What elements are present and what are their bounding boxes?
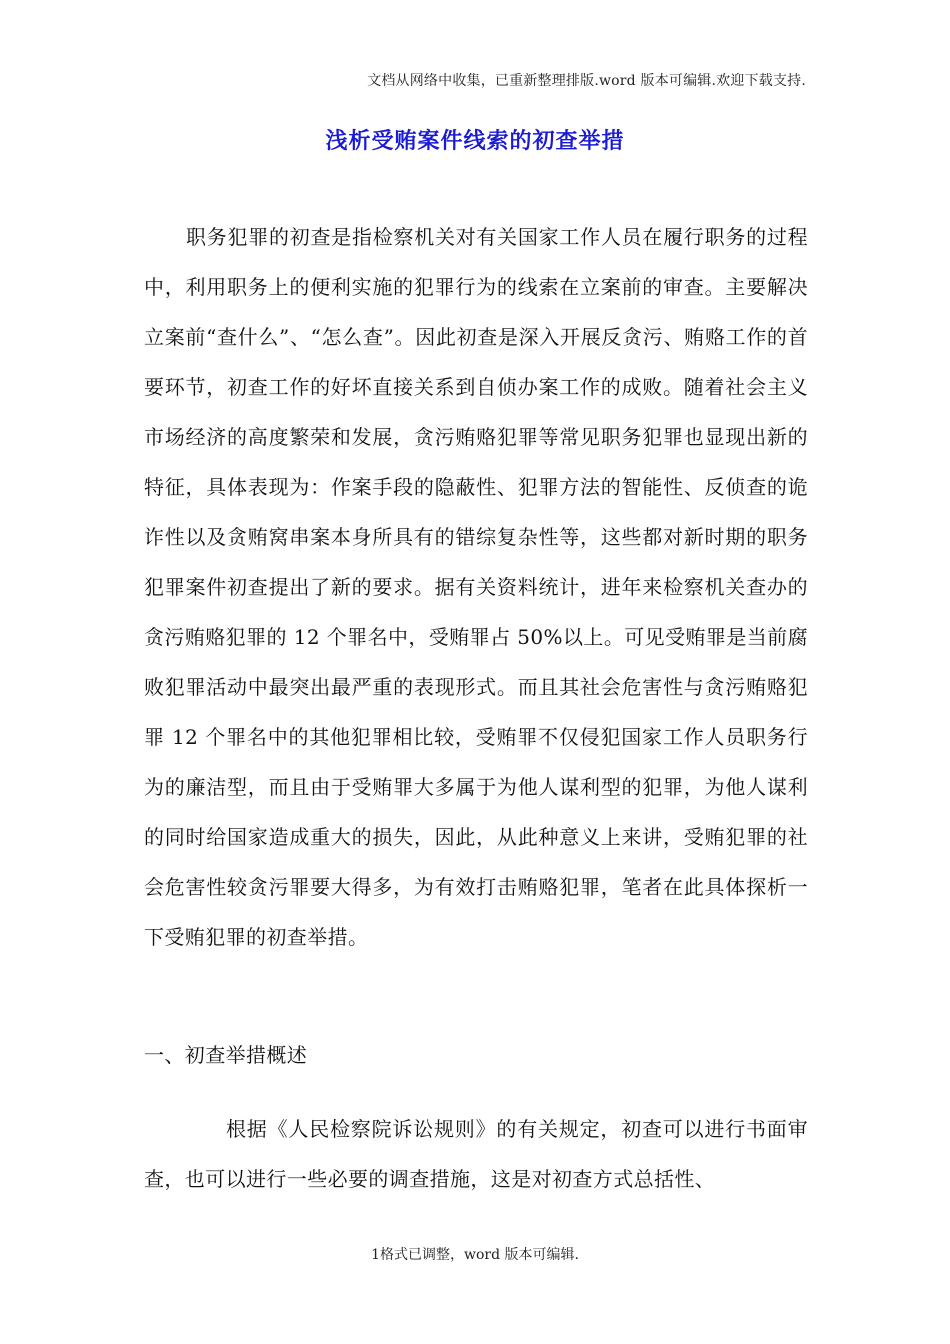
header-note: 文档从网络中收集，已重新整理排版.word 版本可编辑.欢迎下载支持.	[367, 73, 806, 89]
section-heading-1: 一、初查举措概述	[144, 1043, 308, 1067]
document-title: 浅析受贿案件线索的初查举措	[325, 129, 625, 154]
footer-note: 1格式已调整，word 版本可编辑.	[371, 1247, 579, 1263]
body-paragraph-2: 根据《人民检察院诉讼规则》的有关规定，初查可以进行书面审查，也可以进行一些必要的调查措施，这是对初查方式总括性、	[144, 1117, 808, 1191]
body-paragraph-1: 职务犯罪的初查是指检察机关对有关国家工作人员在履行职务的过程中，利用职务上的便利实施的犯罪行为的线索在立案前的审查。主要解决立案前“查什么”、“怎么查”。因此初查是深入开展反贪污、贿赂工作的首要环节，初查工作的好坏直接关系到自侦办案工作的成败。随着社会主义市场经济的高度繁荣和发展，贪污贿赂犯罪等常见职务犯罪也显现出新的特征，具体表现为：作案手段的隐蔽性、犯罪方法的智能性、反侦查的诡诈性以及贪贿窝串案本身所具有的错综复杂性等，这些都对新时期的职务犯罪案件初查提出了新的要求。据有关资料统计，进年来检察机关查办的贪污贿赂犯罪的 12 个罪名中，受贿罪占 50%以上。可见受贿罪是当前腐败犯罪活动中最突出最严重的表现形式。而且其社会危害性与贪污贿赂犯罪 12 个罪名中的其他犯罪相比较，受贿罪不仅侵犯国家工作人员职务行为的廉洁型，而且由于受贿罪大多属于为他人谋利型的犯罪，为他人谋利的同时给国家造成重大的损失，因此，从此种意义上来讲，受贿犯罪的社会危害性较贪污罪要大得多，为有效打击贿赂犯罪，笔者在此具体探析一下受贿犯罪的初查举措。	[144, 225, 808, 949]
